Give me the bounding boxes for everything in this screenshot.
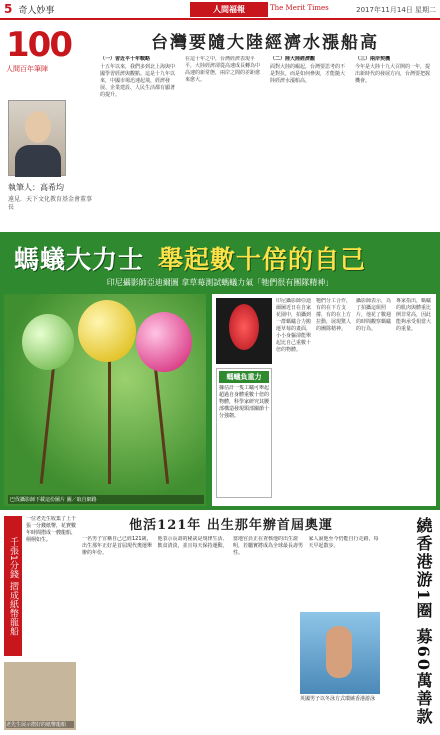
subhead: （一）習近平十年戰略 xyxy=(100,56,151,62)
article-column xyxy=(355,56,434,230)
feature-column xyxy=(396,298,432,502)
swimmer-photo xyxy=(300,612,380,694)
longevity-headline: 他活121年 出生那年辦首屆奧運 xyxy=(129,518,333,533)
swimmer-caption: 英國男子以冬泳方式環繞香港游泳 xyxy=(300,696,376,702)
author-bio: 遠見．天下文化教育基金會董事長 xyxy=(8,196,93,211)
paragraph: 一名男子宣稱自己已經121歲，出生那年正好是首屆現代奧運舉辦的年份。 xyxy=(82,536,153,556)
feature-title xyxy=(14,240,366,276)
page-number: 5 xyxy=(4,2,13,16)
centenary-logo xyxy=(6,26,92,80)
masthead-english: The Merit Times xyxy=(270,4,329,12)
pink-berry xyxy=(136,312,192,372)
article-column xyxy=(100,56,179,230)
feature-column xyxy=(276,298,312,502)
photo-caption: 老先生展示摺好的紙幣龍船 xyxy=(6,721,74,728)
swim-headline: 繞香港游1圈 募60萬善款 xyxy=(414,516,433,726)
feature-body xyxy=(212,294,436,506)
paragraph: 攝影師表示，為了拍攝這組照片，他花了數週的時間觀察螞蟻的行為。 xyxy=(356,298,392,332)
feature-column xyxy=(356,298,392,502)
article-column xyxy=(270,56,349,230)
strawberry xyxy=(229,304,259,350)
feature-columns xyxy=(276,298,432,502)
paragraph: 他表示長壽的秘訣是規律生活、飲食清淡，並且每天保持運動。 xyxy=(157,536,228,549)
green-berry xyxy=(22,314,74,370)
article-column xyxy=(158,536,230,730)
strawberry-inset xyxy=(216,298,272,364)
stem xyxy=(40,364,56,484)
feature-title-part2: 舉起數十倍的自己 xyxy=(158,245,367,274)
bottom-section xyxy=(0,512,440,734)
paragraph: 當地官員正在查核他的出生證明，若屬實將成為全球最長壽男性。 xyxy=(233,536,304,556)
stem xyxy=(108,358,111,484)
feature-title-part1: 螞蟻大力士 xyxy=(14,245,145,274)
ant-photo xyxy=(4,294,206,506)
logo-number: 100 xyxy=(6,25,71,65)
issue-date: 2017年11月14日 星期二 xyxy=(356,6,436,14)
story-text: 一位老先生收集了上千張一分錢紙幣，花費數年時間摺成一艘龍船，栩栩如生。 xyxy=(26,516,76,543)
article-column xyxy=(233,536,305,730)
dragon-boat-story xyxy=(4,516,76,730)
stem xyxy=(154,366,169,484)
paragraph: 十五年以來，我們多到北上海與中國學習經濟與觀點。這是十九年以來，中國市場迅速起飛，經濟發展、企業建設、人民生活都有顯著的提升。 xyxy=(100,64,176,98)
article-column xyxy=(185,56,264,230)
feature-subtitle: 印尼攝影師亞迪爾圖 拿草莓測試螞蟻力氣「牠們很有團隊精神」 xyxy=(106,278,334,287)
story-photo xyxy=(4,662,76,730)
masthead-logo: 人間福報 xyxy=(190,2,268,17)
portrait-face xyxy=(25,111,51,143)
subhead: （二）陸大陸經濟觀 xyxy=(270,56,316,62)
sidebar-body: 據估計一隻工蟻可舉起超過自身體重數十倍的物體，科學家研究其腰部構造發現頸部關節十分強韌。 xyxy=(219,385,269,419)
paragraph: 印尼攝影師亞迪爾圖近日在自家花園中，拍攝到一群螞蟻合力搬運草莓的畫面，小小身軀卻能舉起比自己重數十倍的物體。 xyxy=(276,298,312,353)
photo-credit: 巴伐攝影師下載這份圖片 圖／取自網路 xyxy=(8,495,204,504)
paragraph: 家人說他至今仍能自行走路，每天早起散步。 xyxy=(308,536,379,549)
portrait-suit xyxy=(15,145,61,177)
paragraph: 專家指出，螞蟻的肌肉與體重比例非常高，因此能夠承受相當大的重量。 xyxy=(396,298,432,332)
column-article xyxy=(0,22,440,232)
feature-column xyxy=(316,298,352,502)
paragraph: 在這十年之中，台灣經濟表現平平，大陸經濟卻從高速成長轉為中高速的新常態，兩岸之間的差距愈來愈大。 xyxy=(185,56,261,83)
sidebar-title: 螞蟻負重力 xyxy=(219,371,269,383)
paragraph: 今年是大陸十九大召開的一年，提出新時代的發展方向，台灣要把握機會。 xyxy=(355,64,431,84)
story-tag: 千張1分錢 摺成紙幣龍船 xyxy=(4,516,22,656)
paragraph: 面對大陸的崛起，台灣要思考的不是對抗，而是如何參與，才能隨大陸經濟水漲船高。 xyxy=(270,64,346,84)
subhead: （三）兩岸契機 xyxy=(355,56,391,62)
section-name: 奇人妙事 xyxy=(18,5,55,16)
yellow-berry xyxy=(78,300,136,362)
article-headline: 台灣要隨大陸經濟水漲船高 xyxy=(151,33,379,53)
logo-caption: 人間百年筆陣 xyxy=(6,65,48,73)
article-column xyxy=(82,536,154,730)
ant-feature xyxy=(0,232,440,510)
author-name: 執筆人：高希均 xyxy=(8,183,64,192)
sidebar-box xyxy=(216,368,272,498)
paragraph: 牠們分工合作，有的在下方支撐，有的在上方拉動，展現驚人的團隊精神。 xyxy=(316,298,352,332)
article-columns xyxy=(100,56,434,230)
author-portrait xyxy=(8,100,66,176)
swimmer xyxy=(326,626,352,678)
